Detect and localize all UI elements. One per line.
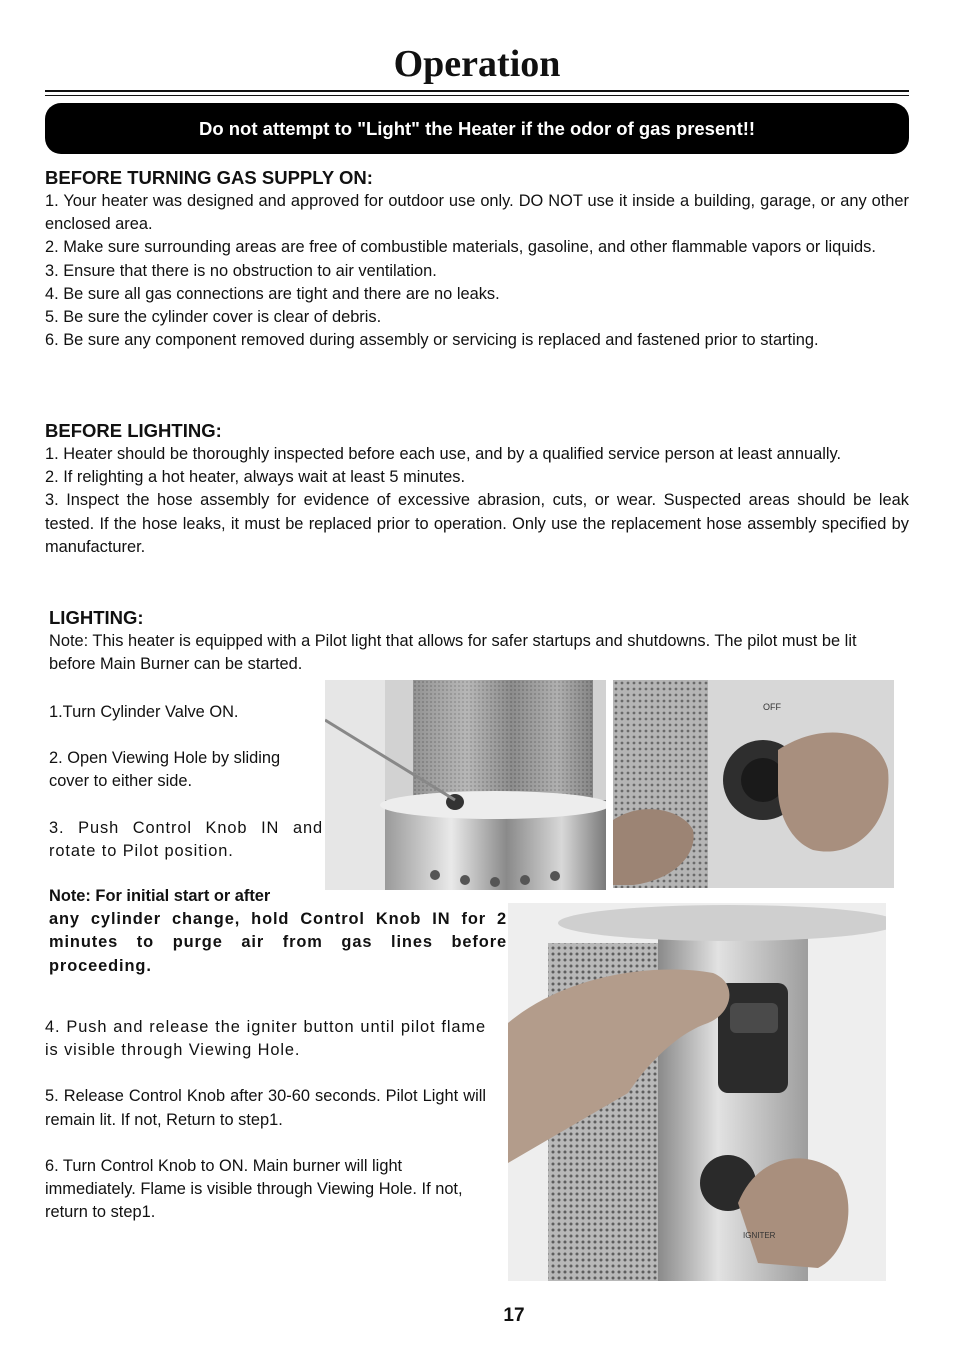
step-2: 2. Open Viewing Hole by sliding cover to either side. (49, 749, 281, 791)
warning-text: Do not attempt to "Light" the Heater if the odor of gas present!! (198, 117, 756, 139)
title-rule (45, 90, 909, 92)
photo-control-knob (613, 680, 894, 888)
purge-note-body: any cylinder change, hold Control Knob IN for 2 minutes to purge air from gas lines before proceeding. (49, 910, 507, 975)
igniter-label: IGNITER (743, 1231, 776, 1240)
before-gas-item-6: 6. Be sure any component removed during assembly or servicing is replaced and fastened prior to starting. (45, 331, 819, 350)
photo-igniter-press (508, 903, 886, 1281)
before-lighting-section (45, 419, 909, 559)
before-gas-item-1: 1. Your heater was designed and approved for outdoor use only. DO NOT use it inside a building, garage, or any other enclosed area. (45, 192, 909, 234)
step-4: 4. Push and release the igniter button until pilot flame is visible through Viewing Hole. (45, 1018, 486, 1060)
before-lighting-heading: BEFORE LIGHTING: (45, 420, 222, 441)
purge-note-line-1: Note: For initial start or after (49, 887, 271, 905)
photo-heater-cylinder (325, 680, 606, 890)
step-3: 3. Push Control Knob IN and rotate to Pilot position. (49, 818, 323, 860)
page-number: 17 (503, 1305, 525, 1326)
steps-1-3 (49, 701, 323, 863)
before-gas-item-3: 3. Ensure that there is no obstruction to air ventilation. (45, 261, 437, 280)
step-5: 5. Release Control Knob after 30-60 seconds. Pilot Light will remain lit. If not, Return to step1. (45, 1087, 486, 1129)
purge-note (49, 885, 507, 978)
lighting-section (49, 606, 905, 676)
before-lighting-item-3: 3. Inspect the hose assembly for evidence of excessive abrasion, cuts, or wear. Suspected areas should be leak tested. If the hose leaks, it must be replaced prior to operation. Only use the replacement hose assembly specified by manufacturer. (45, 491, 909, 556)
before-gas-heading: BEFORE TURNING GAS SUPPLY ON: (45, 167, 373, 188)
before-lighting-item-2: 2. If relighting a hot heater, always wait at least 5 minutes. (45, 468, 466, 487)
warning-banner (45, 103, 909, 154)
lighting-heading: LIGHTING: (49, 607, 144, 628)
before-gas-item-2: 2. Make sure surrounding areas are free of combustible materials, gasoline, and other flammable vapors or liquids. (45, 238, 876, 257)
before-gas-section (45, 166, 909, 352)
step-1: 1.Turn Cylinder Valve ON. (49, 703, 239, 721)
page-title: Operation (393, 43, 561, 85)
before-gas-item-4: 4. Be sure all gas connections are tight and there are no leaks. (45, 284, 500, 303)
off-label: OFF (763, 702, 781, 712)
steps-4-6 (45, 1016, 486, 1224)
title-rule-thin (45, 95, 909, 96)
step-6: 6. Turn Control Knob to ON. Main burner will light immediately. Flame is visible through Viewing Hole. If not, return to step1. (45, 1156, 463, 1222)
before-gas-item-5: 5. Be sure the cylinder cover is clear of debris. (45, 308, 382, 327)
before-lighting-item-1: 1. Heater should be thoroughly inspected before each use, and by a qualified service person at least annually. (45, 445, 842, 463)
lighting-note: Note: This heater is equipped with a Pilot light that allows for safer startups and shutdowns. The pilot must be lit before Main Burner can be started. (49, 632, 857, 674)
